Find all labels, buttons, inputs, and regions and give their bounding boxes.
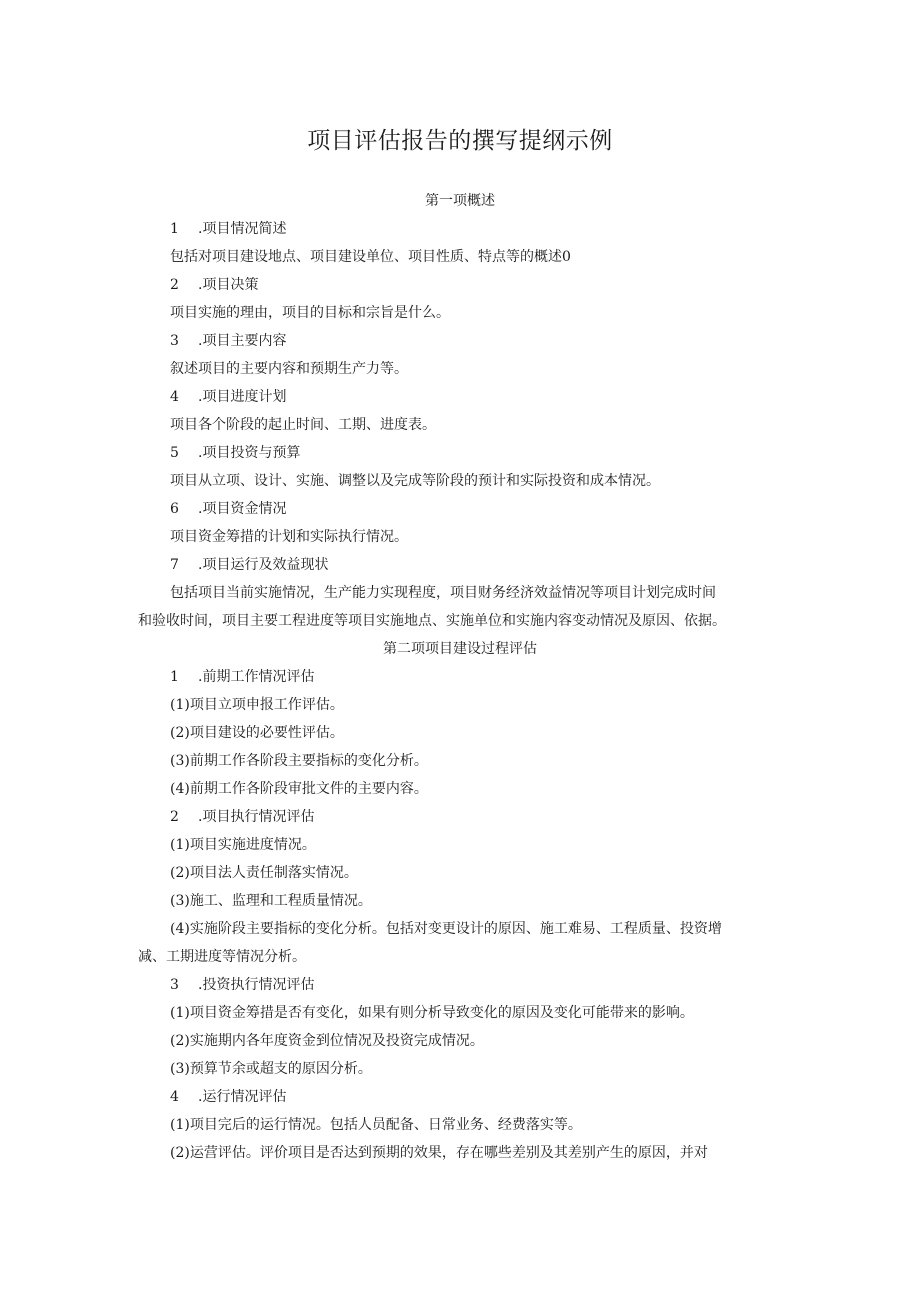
item-title-text: .前期工作情况评估 [198,669,315,685]
item-title-text: .项目运行及效益现状 [198,557,329,573]
group-2-title [170,807,314,827]
item-3-title [170,331,286,351]
group-1-point-2: (2)项目建设的必要性评估。 [170,725,344,741]
item-number: 3 [170,977,179,993]
group-2-point-2: (2)项目法人责任制落实情况。 [170,865,358,881]
group-1-point-3: (3)前期工作各阶段主要指标的变化分析。 [170,753,428,769]
document-title: 项目评估报告的撰写提纲示例 [307,128,613,154]
item-4-body: 项目各个阶段的起止时间、工期、进度表。 [170,417,436,433]
item-number: 4 [170,1089,179,1105]
group-4-title [170,1087,286,1107]
item-title-text: .项目主要内容 [198,333,287,349]
group-4-point-2: (2)运营评估。评价项目是否达到预期的效果，存在哪些差别及其差别产生的原因，并对 [170,1145,708,1161]
item-7-body-line-1: 包括项目当前实施情况，生产能力实现程度，项目财务经济效益情况等项目计划完成时间 [170,585,716,601]
section-1-heading: 第一项概述 [425,193,495,209]
item-number: 3 [170,333,179,349]
item-5-title [170,443,300,463]
item-number: 5 [170,445,179,461]
item-6-title [170,499,286,519]
item-7-body-line-2: 和验收时间，项目主要工程进度等项目实施地点、实施单位和实施内容变动情况及原因、依据。 [138,613,726,629]
item-7-title [170,555,328,575]
item-title-text: .投资执行情况评估 [198,977,315,993]
group-2-point-4-line-1: (4)实施阶段主要指标的变化分析。包括对变更设计的原因、施工难易、工程质量、投资增 [170,921,722,937]
item-title-text: .项目投资与预算 [198,445,301,461]
item-number: 4 [170,389,179,405]
group-4-point-1: (1)项目完后的运行情况。包括人员配备、日常业务、经费落实等。 [170,1117,582,1133]
item-number: 7 [170,557,179,573]
item-number: 2 [170,809,179,825]
item-title-text: .项目决策 [198,277,259,293]
item-2-body: 项目实施的理由，项目的目标和宗旨是什么。 [170,305,450,321]
group-2-point-3: (3)施工、监理和工程质量情况。 [170,893,372,909]
group-3-point-1: (1)项目资金筹措是否有变化，如果有则分析导致变化的原因及变化可能带来的影响。 [170,1005,694,1021]
item-title-text: .项目情况简述 [198,221,287,237]
item-2-title [170,275,258,295]
section-2-heading: 第二项项目建设过程评估 [383,641,537,657]
group-1-point-4: (4)前期工作各阶段审批文件的主要内容。 [170,781,428,797]
group-1-point-1: (1)项目立项申报工作评估。 [170,697,344,713]
group-3-title [170,975,314,995]
group-2-point-4-line-2: 减、工期进度等情况分析。 [138,949,306,965]
group-2-point-1: (1)项目实施进度情况。 [170,837,316,853]
item-number: 1 [170,669,179,685]
item-1-body: 包括对项目建设地点、项目建设单位、项目性质、特点等的概述0 [170,249,571,265]
item-title-text: .项目进度计划 [198,389,287,405]
item-3-body: 叙述项目的主要内容和预期生产力等。 [170,361,408,377]
item-number: 1 [170,221,179,237]
item-4-title [170,387,286,407]
item-1-title [170,219,286,239]
item-title-text: .运行情况评估 [198,1089,287,1105]
item-number: 2 [170,277,179,293]
item-5-body: 项目从立项、设计、实施、调整以及完成等阶段的预计和实际投资和成本情况。 [170,473,660,489]
item-6-body: 项目资金筹措的计划和实际执行情况。 [170,529,408,545]
group-3-point-2: (2)实施期内各年度资金到位情况及投资完成情况。 [170,1033,484,1049]
item-title-text: .项目执行情况评估 [198,809,315,825]
group-1-title [170,667,314,687]
item-number: 6 [170,501,179,517]
group-3-point-3: (3)预算节余或超支的原因分析。 [170,1061,372,1077]
item-title-text: .项目资金情况 [198,501,287,517]
